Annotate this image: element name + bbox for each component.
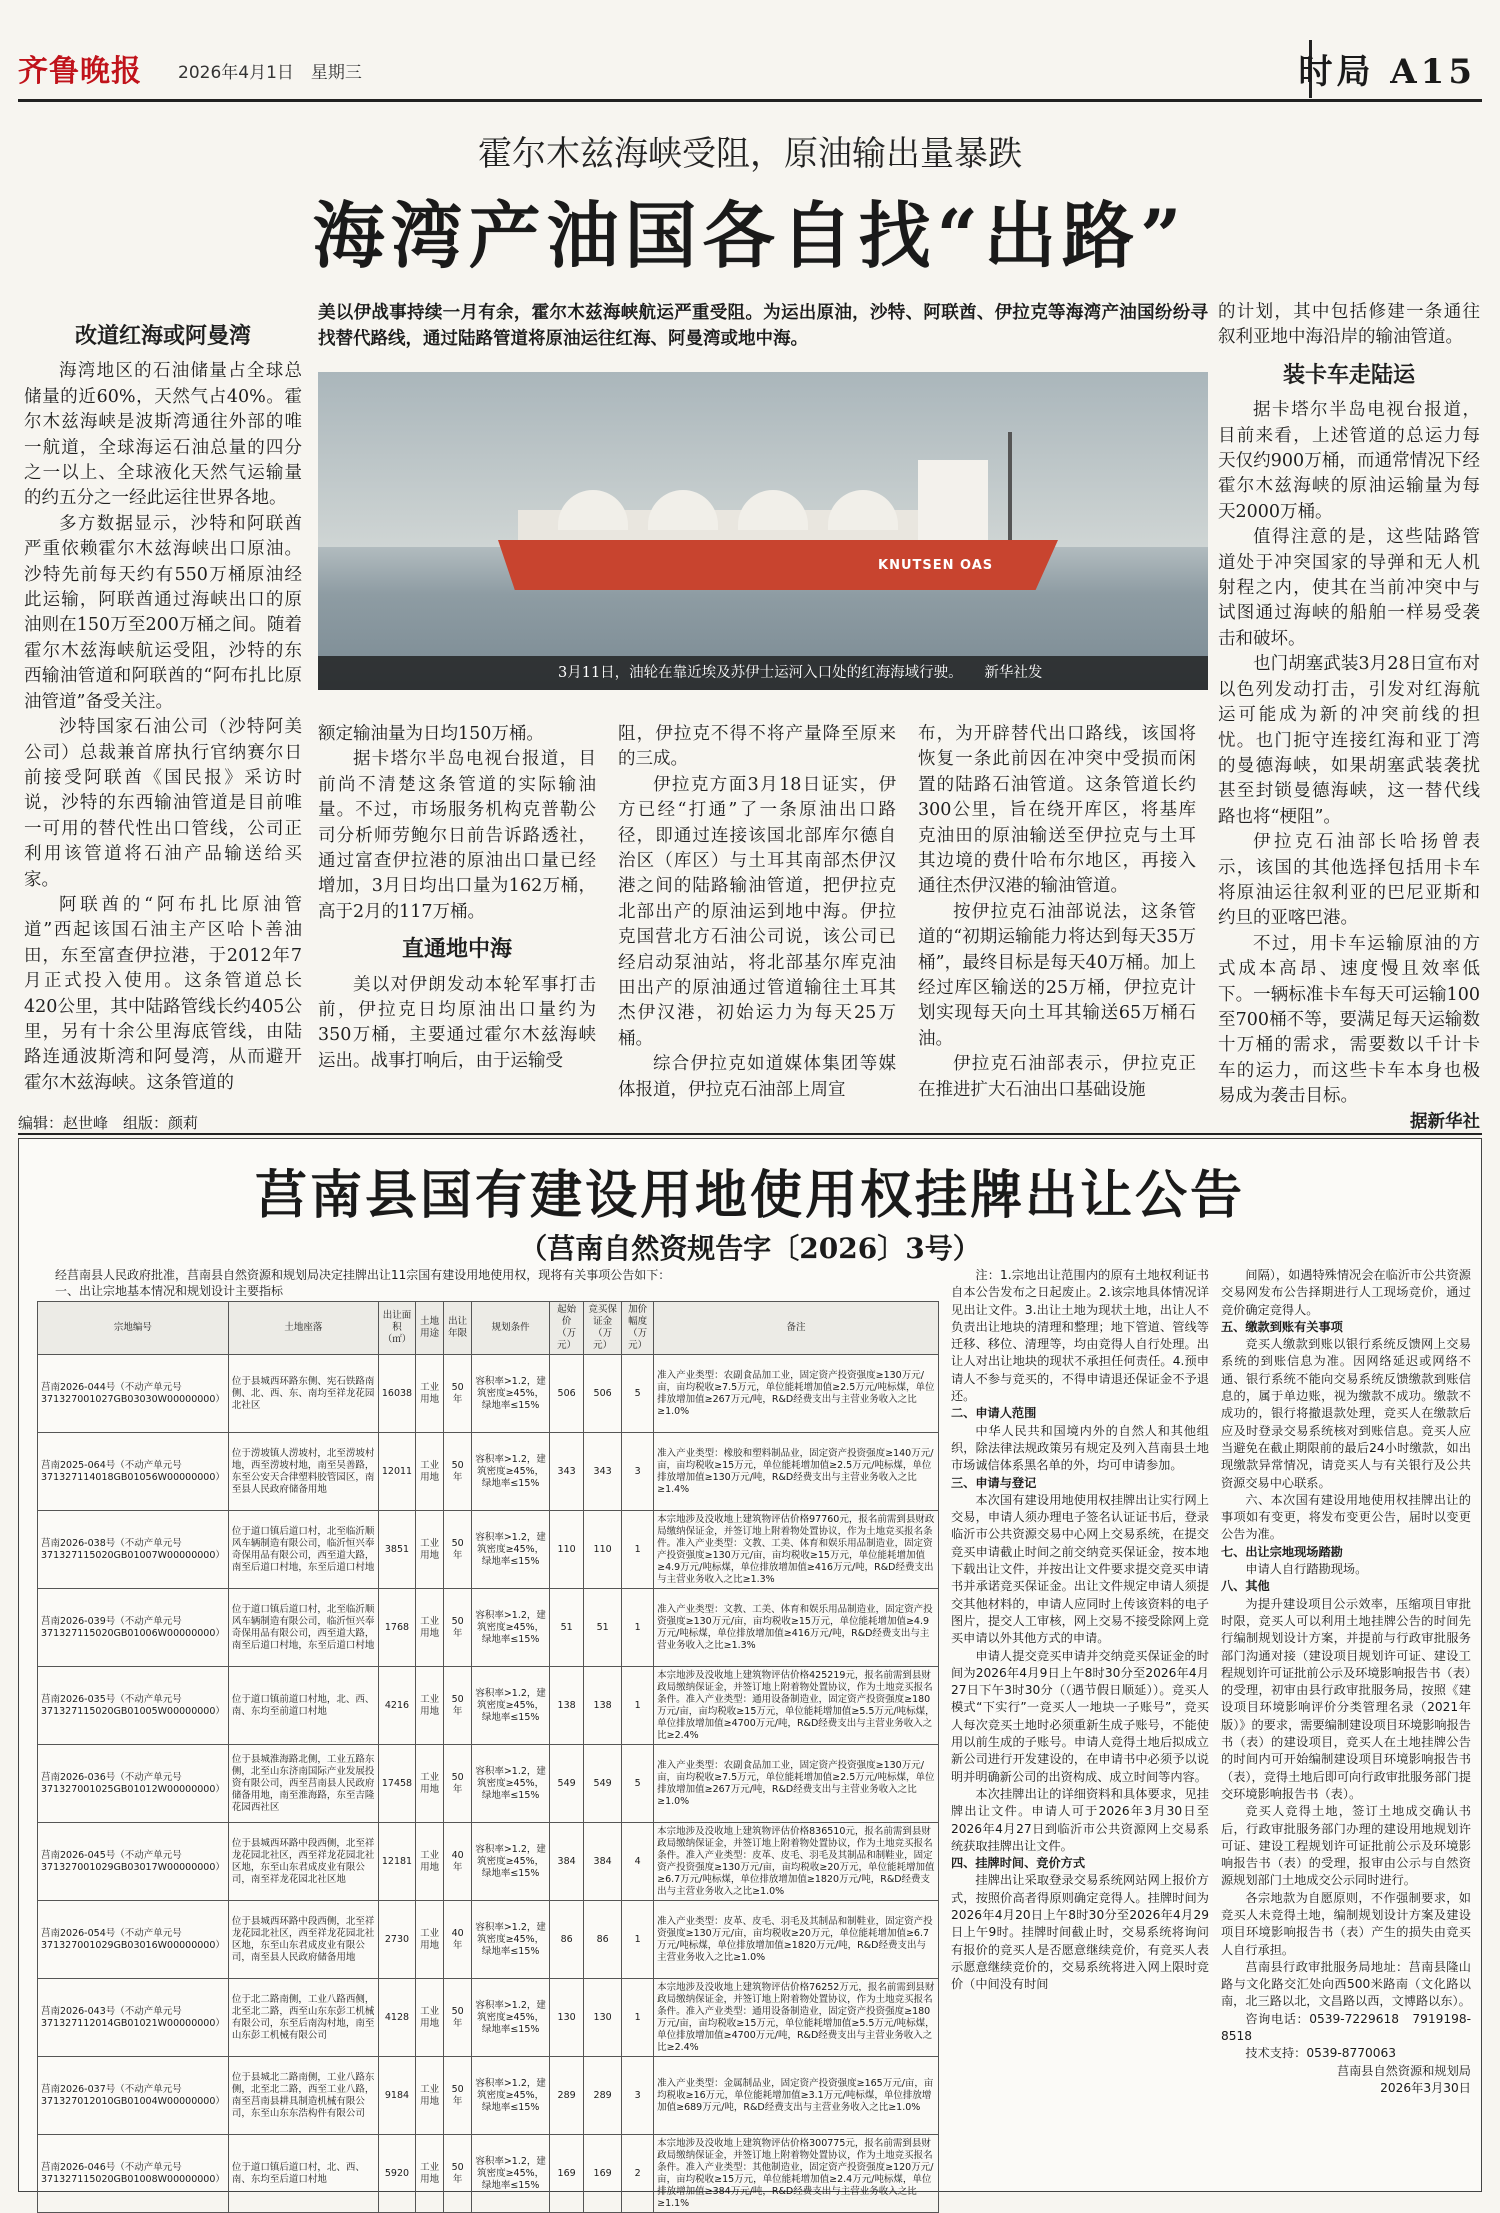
editor-credits: 编辑：赵世峰 组版：颜莉 xyxy=(18,1114,199,1132)
table-cell: 130 xyxy=(550,1979,584,2057)
table-cell: 工业用地 xyxy=(416,1511,444,1589)
ship-mast xyxy=(1008,432,1012,542)
table-cell: 莒南2026-039号（不动产单元号371327115020GB01006W00000000） xyxy=(38,1589,229,1667)
table-header-row xyxy=(38,1302,939,1355)
notice-paragraph: 本次挂牌出让的详细资料和具体要求，见挂牌出让文件。申请人可于2026年3月30日至2026年4月27日到临沂市公共资源网上交易系统获取挂牌出让文件。 xyxy=(951,1786,1209,1853)
table-row xyxy=(38,1745,939,1823)
paragraph: 美以对伊朗发动本轮军事打击前，伊拉克日均原油出口量约为350万桶，主要通过霍尔木兹海峡运出。战事打响后，由于运输受 xyxy=(318,974,596,1071)
notice-paragraph: 申请人提交竞买申请并交纳竞买保证金的时间为2026年4月9日上午8时30分至2026年4月27日下午3时30分（（遇节假日顺延））。竞买人模式“下实行”一竞买人一地块一子账号”，竞买人每次竞买土地时必须重新生成子账号，不能使用以前生成的子账号。申请人竞得土地后拟成立新公司进行开发建设的，在申请书中必须予以说明并明确新公司的出资构成、成立时间等内容。 xyxy=(951,1648,1209,1784)
notice-section-heading: 七、出让宗地现场踏勘 xyxy=(1221,1544,1343,1559)
table-header: 宗地编号 xyxy=(38,1302,229,1355)
table-cell: 本宗地涉及没收地上建筑物评估价格97760元，报名前需到县财政局缴纳保证金，并签订地上附着物处置协议，作为土地竞买报名条件。准入产业类型：文教、工美、体育和娱乐用品制造业，固定资产投资强度≥130万元/亩，亩均税收≥15万元，单位能耗增加值≥4.9万元/吨标煤，单位排放增加值≥416万元/吨，R&D经费支出与主营业务收入之比≥1.3% xyxy=(654,1511,939,1589)
table-cell: 384 xyxy=(550,1823,584,1901)
notice-subtitle: （莒南自然资规告字〔2026〕3号） xyxy=(519,1232,981,1265)
paragraph: 伊拉克方面3月18日证实，伊方已经“打通”了一条原油出口路径，即通过连接该国北部库尔德自治区（库区）与土耳其南部杰伊汉港之间的陆路输油管道，把伊拉克北部出产的原油运到地中海。伊拉克国营北方石油公司说，该公司已经启动泵油站，将北部基尔库克油田出产的原油通过管道输往土耳其杰伊汉港，初始运力为每天25万桶。 xyxy=(618,774,896,1049)
table-cell: 位于道口镇前道口村地，北、西、南、东均至前道口村地 xyxy=(228,1667,378,1745)
table-cell: 容积率>1.2，建筑密度≥45%，绿地率≤15% xyxy=(472,1823,550,1901)
table-cell: 位于县城西环路中段西侧，北至祥龙花园北社区，西至祥龙花园北社区地，东至山东君成皮业有限公司，南至县人民政府储备用地 xyxy=(228,1901,378,1979)
land-lots-table xyxy=(37,1301,939,2213)
table-cell: 莒南2026-036号（不动产单元号371327001025GB01012W00000000） xyxy=(38,1745,229,1823)
notice-column-middle xyxy=(951,1267,1209,1993)
article-column-3 xyxy=(618,722,896,1103)
masthead xyxy=(18,40,1482,102)
section-label: 时局 A15 xyxy=(1298,52,1476,92)
table-cell: 2730 xyxy=(378,1901,415,1979)
table-cell: 1 xyxy=(622,1979,654,2057)
table-cell: 莒南2026-043号（不动产单元号371327112014GB01021W00000000） xyxy=(38,1979,229,2057)
notice-paragraph: 申请人自行踏勘现场。 xyxy=(1245,1562,1368,1577)
table-cell: 工业用地 xyxy=(416,1355,444,1433)
section-subhead: 装卡车走陆运 xyxy=(1282,361,1415,388)
table-cell: 莒南2026-037号（不动产单元号371327012010GB01004W00000000） xyxy=(38,2057,229,2135)
table-cell: 9184 xyxy=(378,2057,415,2135)
table-cell: 51 xyxy=(550,1589,584,1667)
notice-paragraph: 间隔），如遇特殊情况会在临沂市公共资源交易网发布公告择期进行人工现场竞价，通过竞价确定竞得人。 xyxy=(1221,1268,1471,1317)
ship-bridge xyxy=(918,460,988,540)
table-cell: 12011 xyxy=(378,1433,415,1511)
table-cell: 容积率>1.2，建筑密度≥45%，绿地率≤15% xyxy=(472,1745,550,1823)
paragraph: 额定输油量为日均150万桶。 xyxy=(318,724,544,744)
table-cell: 50年 xyxy=(444,1979,472,2057)
table-row xyxy=(38,1901,939,1979)
table-cell: 准入产业类型：农副食品加工业，固定资产投资强度≥130万元/亩，亩均税收≥7.5万元，单位能耗增加值≥2.5万元/吨标煤，单位排放增加值≥267万元/吨，R&D经费支出与主营业务收入之比≥1.0% xyxy=(654,1745,939,1823)
paragraph: 值得注意的是，这些陆路管道处于冲突国家的导弹和无人机射程之内，使其在当前冲突中与试图通过海峡的船舶一样易受袭击和破坏。 xyxy=(1218,527,1480,649)
table-cell: 50年 xyxy=(444,1355,472,1433)
table-cell: 莒南2026-046号（不动产单元号371327115020GB01008W00000000） xyxy=(38,2135,229,2213)
table-cell: 110 xyxy=(584,1511,622,1589)
table-cell: 工业用地 xyxy=(416,1901,444,1979)
table-cell: 位于县城北二路南侧，工业八路东侧，北至北二路，西至工业八路，南至莒南县耕具制造机械有限公司，东至山东东浩构件有限公司 xyxy=(228,2057,378,2135)
notice-section-heading: 三、申请与登记 xyxy=(951,1475,1037,1490)
notice-paragraph: 各宗地款为自愿原则，不作强制要求，如竞买人未竞得土地，编制规划设计方案及建设项目环境影响报告书（表）产生的损失由竞买人自行承担。 xyxy=(1221,1890,1471,1957)
paragraph: 伊拉克石油部长哈扬曾表示，该国的其他选择包括用卡车将原油运往叙利亚的巴尼亚斯和约旦的亚喀巴港。 xyxy=(1218,832,1480,929)
photo-caption: 3月11日，油轮在靠近埃及苏伊士运河入口处的红海海域行驶。 新华社发 xyxy=(318,656,1208,690)
section-divider xyxy=(18,1133,1482,1135)
notice-paragraph: 技术支持：0539-8770063 xyxy=(1245,2046,1397,2061)
table-cell: 169 xyxy=(584,2135,622,2213)
paragraph: 阿联酋的“阿布扎比原油管道”西起该国石油主产区哈卜善油田，东至富查伊拉港，于2012年7月正式投入使用。这条管道总长420公里，其中陆路管线长约405公里，另有十余公里海底管线，由陆路连通波斯湾和阿曼湾，从而避开霍尔木兹海峡。这条管道的 xyxy=(24,894,302,1093)
table-cell: 40年 xyxy=(444,1823,472,1901)
table-cell: 莒南2026-044号（不动产单元号371327001027GB03030W00000000） xyxy=(38,1355,229,1433)
table-cell: 容积率>1.2，建筑密度≥45%，绿地率≤15% xyxy=(472,1979,550,2057)
table-cell: 16038 xyxy=(378,1355,415,1433)
notice-paragraph: 莒南县行政审批服务局地址：莒南县隆山路与文化路交汇处向西500米路南（文化路以南，北三路以北，文昌路以西，文博路以东）。 xyxy=(1221,1959,1471,2009)
notice-paragraph: 六、本次国有建设用地使用权挂牌出让的事项如有变更，将发布变更公告，届时以变更公告为准。 xyxy=(1221,1492,1471,1542)
paragraph: 不过，用卡车运输原油的方式成本高昂、速度慢且效率低下。一辆标准卡车每天可运输100至700桶不等，要满足每天运输数十万桶的需求，需要数以千计卡车的运力，而这些卡车本身也极易成为袭击目标。 xyxy=(1218,933,1480,1107)
table-header: 出让面积（㎡） xyxy=(378,1302,415,1355)
table-cell: 1 xyxy=(622,1667,654,1745)
table-cell: 莒南2026-054号（不动产单元号371327001029GB03016W00000000） xyxy=(38,1901,229,1979)
notice-paragraph: 挂牌出让采取登录交易系统网站网上报价方式，按照价高者得原则确定竞得人。挂牌时间为2026年4月20日上午8时30分至2026年4月29日上午9时。挂牌时间截止时，交易系统将询问有报价的竞买人是否愿意继续竞价，有竞买人表示愿意继续竞价的，交易系统将进入网上限时竞价（中间没有时间 xyxy=(951,1873,1209,1992)
paragraph: 据卡塔尔半岛电视台报道，目前来看，上述管道的总运力每天仅约900万桶，而通常情况下经霍尔木兹海峡的原油运输量为每天2000万桶。 xyxy=(1218,400,1480,522)
table-cell: 位于北二路南侧，工业八路西侧，北至北二路，西至山东东彭工机械有限公司，东至后南沟村地，南至山东彭工机械有限公司 xyxy=(228,1979,378,2057)
table-cell: 169 xyxy=(550,2135,584,2213)
table-cell: 130 xyxy=(584,1979,622,2057)
table-cell: 51 xyxy=(584,1589,622,1667)
table-header: 出让年限 xyxy=(444,1302,472,1355)
paragraph: 海湾地区的石油储量占全球总储量的近60%，天然气占40%。霍尔木兹海峡是波斯湾通往外部的唯一航道，全球海运石油总量的四分之一以上、全球液化天然气运输量的约五分之一经此运往世界各地。 xyxy=(24,361,302,509)
table-cell: 50年 xyxy=(444,1745,472,1823)
article-column-5 xyxy=(1218,300,1480,1135)
table-cell: 3 xyxy=(622,2057,654,2135)
table-header: 规划条件 xyxy=(472,1302,550,1355)
table-cell: 343 xyxy=(584,1433,622,1511)
table-header: 土地用途 xyxy=(416,1302,444,1355)
table-cell: 容积率>1.2，建筑密度≥45%，绿地率≤15% xyxy=(472,1901,550,1979)
article-column-1 xyxy=(24,318,302,1096)
table-header: 竞买保证金（万元） xyxy=(584,1302,622,1355)
notice-paragraph: 为提升建设项目公示效率，压缩项目审批时限，竞买人可以利用土地挂牌公告的时间先行编制规划设计方案，并提前与行政审批服务部门沟通对接（建设项目规划许可证、建设工程规划许可证批前公示及环境影响报告书（表）的受理，初审由县行政审批服务局，按照《建设项目环境影响评价分类管理名录（2021年版）》的要求，需要编制建设项目环境影响报告书（表）的建设项目，竞买人在土地挂牌公告的时间内可开始编制建设项目环境影响报告书（表），竞得土地后即可向行政审批服务部门提交环境影响报告书（表）。 xyxy=(1221,1596,1471,1801)
article-headline: 海湾产油国各自找“出路” xyxy=(312,193,1188,278)
table-cell: 17458 xyxy=(378,1745,415,1823)
table-cell: 本宗地涉及没收地上建筑物评估价格76252万元，报名前需到县财政局缴纳保证金，并签订地上附着物处置协议，作为土地竞买报名条件。准入产业类型：通用设备制造业，固定资产投资强度≥180万元/亩，亩均税收≥15万元，单位能耗增加值≥5.5万元/吨标煤，单位排放增加值≥4700万元/吨，R&D经费支出与主营业务收入之比≥2.4% xyxy=(654,1979,939,2057)
notice-intro xyxy=(55,1267,935,1299)
table-cell: 位于道口镇后道口村，北至临沂顺风车辆制造有限公司，临沂恒兴奉奇保用品有限公司，西至道大路，南至后道口村地，东至后道口村地 xyxy=(228,1589,378,1667)
notice-paragraph: 咨询电话：0539-7229618 7919198-8518 xyxy=(1221,2011,1471,2044)
paragraph: 阻，伊拉克不得不将产量降至原来的三成。 xyxy=(618,724,896,770)
table-cell: 289 xyxy=(584,2057,622,2135)
table-cell: 工业用地 xyxy=(416,1433,444,1511)
notice-section-heading: 八、其他 xyxy=(1221,1579,1270,1594)
paragraph: 伊拉克石油部表示，伊拉克正在推进扩大石油出口基础设施 xyxy=(918,1054,1196,1100)
table-cell: 1 xyxy=(622,1589,654,1667)
table-cell: 工业用地 xyxy=(416,1823,444,1901)
table-cell: 准入产业类型：金属制品业，固定资产投资强度≥165万元/亩，亩均税收≥16万元，单位能耗增加值≥3.1万元/吨标煤，单位排放增加值≥689万元/吨，R&D经费支出与主营业务收入之比≥1.0% xyxy=(654,2057,939,2135)
table-cell: 4128 xyxy=(378,1979,415,2057)
article-column-2 xyxy=(318,722,596,1074)
table-row xyxy=(38,1589,939,1667)
table-cell: 86 xyxy=(550,1901,584,1979)
table-cell: 5920 xyxy=(378,2135,415,2213)
table-cell: 容积率>1.2，建筑密度≥45%，绿地率≤15% xyxy=(472,1589,550,1667)
table-cell: 50年 xyxy=(444,2057,472,2135)
notice-paragraph: 竞买人竞得土地，签订土地成交确认书后，行政审批服务部门办理的建设用地规划许可证、建设工程规划许可证批前公示及环境影响报告书（表）的受理，报审由公示与自然资源规划部门土地成交公示同时进行。 xyxy=(1221,1804,1471,1888)
table-cell: 位于县城西环路中段西侧，北至祥龙花园北社区，西至祥龙花园北社区地，东至山东君成皮业有限公司，南至祥龙花园北社区地 xyxy=(228,1823,378,1901)
paragraph: 按伊拉克石油部说法，这条管道的“初期运输能力将达到每天35万桶”，最终目标是每天40万桶。加上经过库区输送的25万桶，伊拉克计划实现每天向土耳其输送65万桶石油。 xyxy=(918,901,1196,1049)
table-cell: 1 xyxy=(622,1511,654,1589)
table-cell: 50年 xyxy=(444,1433,472,1511)
table-cell: 50年 xyxy=(444,1589,472,1667)
notice-paragraph: 注：1.宗地出让范围内的原有土地权利证书自本公告发布之日起废止。2.该宗地具体情况详见出让文件。3.出让土地为现状土地，出让人不负责出让地块的清理和整理；地下管道、管线等迁移、移位、清理等，均由竞得人自行处理。出让人对出让地块的现状不承担任何责任。4.预申请人不参与竞买的，不得申请退还保证金不予退还。 xyxy=(951,1268,1209,1404)
section-subhead: 直通地中海 xyxy=(401,936,512,963)
notice-paragraph: 中华人民共和国境内外的自然人和其他组织，除法律法规政策另有规定及列入莒南县土地市场诚信体系黑名单的外，均可申请参加。 xyxy=(951,1423,1209,1473)
table-cell: 50年 xyxy=(444,2135,472,2213)
notice-intro-text: 经莒南县人民政府批准，莒南县自然资源和规划局决定挂牌出让11宗国有建设用地使用权，现将有关事项公告如下： xyxy=(55,1268,671,1282)
table-cell: 容积率>1.2，建筑密度≥45%，绿地率≤15% xyxy=(472,2057,550,2135)
paragraph: 也门胡塞武装3月28日宣布对以色列发动打击，引发对红海航运可能成为新的冲突前线的担忧。也门扼守连接红海和亚丁湾的曼德海峡，如果胡塞武装袭扰甚至封锁曼德海峡，这一替代线路也将“梗阻”。 xyxy=(1218,654,1480,827)
paragraph: 的计划，其中包括修建一条通往叙利亚地中海沿岸的输油管道。 xyxy=(1218,302,1480,348)
table-cell: 本宗地涉及没收地上建筑物评估价格425219元，报名前需到县财政局缴纳保证金，并签订地上附着物处置协议，作为土地竞买报名条件。准入产业类型：通用设备制造业，固定资产投资强度≥180万元/亩，亩均税收≥15万元，单位能耗增加值≥5.5万元/吨标煤，单位排放增加值≥4700万元/吨，R&D经费支出与主营业务收入之比≥2.4% xyxy=(654,1667,939,1745)
paragraph: 布，为开辟替代出口路线，该国将恢复一条此前因在冲突中受损而闲置的陆路石油管道。这条管道长约300公里，旨在绕开库区，将基库克油田的原油输送至伊拉克与土耳其边境的费什哈布尔地区，再接入通往杰伊汉港的输油管道。 xyxy=(918,724,1196,897)
table-row xyxy=(38,1823,939,1901)
table-cell: 50年 xyxy=(444,1667,472,1745)
table-cell: 506 xyxy=(550,1355,584,1433)
table-cell: 1 xyxy=(622,1901,654,1979)
table-cell: 容积率>1.2，建筑密度≥45%，绿地率≤15% xyxy=(472,1667,550,1745)
table-cell: 5 xyxy=(622,1355,654,1433)
table-cell: 容积率>1.2，建筑密度≥45%，绿地率≤15% xyxy=(472,1355,550,1433)
table-cell: 容积率>1.2，建筑密度≥45%，绿地率≤15% xyxy=(472,1433,550,1511)
table-header: 加价幅度（万元） xyxy=(622,1302,654,1355)
table-row xyxy=(38,1355,939,1433)
table-cell: 506 xyxy=(584,1355,622,1433)
table-cell: 3851 xyxy=(378,1511,415,1589)
table-cell: 2 xyxy=(622,2135,654,2213)
notice-right-body xyxy=(1221,1267,1471,2063)
table-cell: 12181 xyxy=(378,1823,415,1901)
table-cell: 50年 xyxy=(444,1511,472,1589)
tanker-photo xyxy=(318,372,1208,690)
article-lead: 美以伊战事持续一月有余，霍尔木兹海峡航运严重受阻。为运出原油，沙特、阿联酋、伊拉克等海湾产油国纷纷寻找替代路线，通过陆路管道将原油运往红海、阿曼湾或地中海。 xyxy=(318,303,1208,349)
table-cell: 准入产业类型：农副食品加工业，固定资产投资强度≥130万元/亩，亩均税收≥7.5万元，单位能耗增加值≥2.5万元/吨标煤，单位排放增加值≥267万元/吨，R&D经费支出与主营业务收入之比≥1.0% xyxy=(654,1355,939,1433)
table-row xyxy=(38,2135,939,2213)
table-cell: 容积率>1.2，建筑密度≥45%，绿地率≤15% xyxy=(472,1511,550,1589)
table-row xyxy=(38,1433,939,1511)
table-cell: 准入产业类型：橡胶和塑料制品业，固定资产投资强度≥140万元/亩，亩均税收≥15万元，单位能耗增加值≥2.5万元/吨标煤，单位排放增加值≥130万元/吨，R&D经费支出与主营业务收入之比≥1.4% xyxy=(654,1433,939,1511)
table-cell: 110 xyxy=(550,1511,584,1589)
table-cell: 384 xyxy=(584,1823,622,1901)
table-cell: 莒南2025-064号（不动产单元号371327114018GB01056W00000000） xyxy=(38,1433,229,1511)
table-cell: 准入产业类型：皮革、皮毛、羽毛及其制品和制鞋业，固定资产投资强度≥130万元/亩，亩均税收≥20万元，单位能耗增加值≥6.7万元/吨标煤，单位排放增加值≥1820万元/吨，R&D经费支出与主营业务收入之比≥1.0% xyxy=(654,1901,939,1979)
notice-title: 莒南县国有建设用地使用权挂牌出让公告 xyxy=(254,1165,1245,1226)
table-cell: 40年 xyxy=(444,1901,472,1979)
table-cell: 5 xyxy=(622,1745,654,1823)
table-cell: 莒南2026-038号（不动产单元号371327115020GB01007W00000000） xyxy=(38,1511,229,1589)
table-cell: 位于县城淮海路北侧，工业五路东侧，北至山东济南国际产业发展投资有限公司，西至莒南县人民政府储备用地，南至淮海路，东至吉隆花园西社区 xyxy=(228,1745,378,1823)
table-cell: 位于道口镇后道口村，北至临沂顺风车辆制造有限公司，临沂恒兴奉奇保用品有限公司，西至道大路，南至后道口村地，东至后道口村地 xyxy=(228,1511,378,1589)
table-row xyxy=(38,1667,939,1745)
table-header: 起始价（万元） xyxy=(550,1302,584,1355)
table-cell: 工业用地 xyxy=(416,1667,444,1745)
table-cell: 工业用地 xyxy=(416,1589,444,1667)
notice-column-right xyxy=(1221,1267,1471,2097)
table-cell: 343 xyxy=(550,1433,584,1511)
table-cell: 容积率>1.2，建筑密度≥45%，绿地率≤15% xyxy=(472,2135,550,2213)
byline: 据新华社 xyxy=(1410,1111,1480,1132)
table-cell: 位于县城西环路东侧、宪石铁路南侧、北、西、东、南均至祥龙花园北社区 xyxy=(228,1355,378,1433)
notice-signature: 莒南县自然资源和规划局 xyxy=(1336,2063,1471,2078)
table-cell: 549 xyxy=(550,1745,584,1823)
paragraph: 据卡塔尔半岛电视台报道，目前尚不清楚这条管道的实际输油量。不过，市场服务机构克普勒公司分析师劳鲍尔日前告诉路透社，通过富查伊拉港的原油出口量已经增加，3月日均出口量为162万桶，高于2月的117万桶。 xyxy=(318,749,596,922)
paragraph: 综合伊拉克如道媒体集团等媒体报道，伊拉克石油部上周宣 xyxy=(618,1054,896,1100)
table-cell: 3 xyxy=(622,1433,654,1511)
table-cell: 289 xyxy=(550,2057,584,2135)
notice-section-heading: 四、挂牌时间、竞价方式 xyxy=(951,1856,1086,1871)
table-cell: 准入产业类型：文教、工美、体育和娱乐用品制造业，固定资产投资强度≥130万元/亩，亩均税收≥15万元，单位能耗增加值≥4.9万元/吨标煤，单位排放增加值≥416万元/吨，R&D经费支出与主营业务收入之比≥1.3% xyxy=(654,1589,939,1667)
table-cell: 工业用地 xyxy=(416,1745,444,1823)
table-cell: 本宗地涉及没收地上建筑物评估价格836510元，报名前需到县财政局缴纳保证金，并签订地上附着物处置协议，作为土地竞买报名条件。准入产业类型：皮革、皮毛、羽毛及其制品和制鞋业，固定资产投资强度≥130万元/亩，亩均税收≥20万元，单位能耗增加值≥6.7万元/吨标煤，单位排放增加值≥1820万元/吨，R&D经费支出与主营业务收入之比≥1.0% xyxy=(654,1823,939,1901)
table-row xyxy=(38,2057,939,2135)
notice-paragraph: 竞买人缴款到账以银行系统反馈网上交易系统的到账信息为准。因网络延迟或网络不通、银行系统不能向交易系统反馈缴款到账信息的，属于单边账，视为缴款不成功。缴款不成功的，银行将撤退款处理，竞买人在缴款后应及时登录交易系统核对到账信息。竞买人应当避免在截止期限前的最后24小时缴款，如出现缴款异常情况，请竞买人与有关银行及公共资源交易中心联系。 xyxy=(1221,1337,1471,1490)
table-cell: 1768 xyxy=(378,1589,415,1667)
newspaper-logo: 齐鲁晚报 xyxy=(18,54,142,89)
notice-date: 2026年3月30日 xyxy=(1380,2080,1471,2095)
table-cell: 工业用地 xyxy=(416,2135,444,2213)
table-cell: 4216 xyxy=(378,1667,415,1745)
notice-paragraph: 本次国有建设用地使用权挂牌出让实行网上交易，申请人须办理电子签名认证证书后，登录临沂市公共资源交易中心网上交易系统，在提交竞买申请截止时间之前交纳竞买保证金，按本地下载出让文件，并按出让文件要求提交竞买申请书并承诺竞买保证金。出让文件规定申请人须提交其他材料的，申请人应同时上传该资料的电子图片，提交人工审核，网上交易不接受除网上竞买申请以外其他方式的申请。 xyxy=(951,1492,1209,1646)
article-column-4 xyxy=(918,722,1196,1103)
table-row xyxy=(38,1511,939,1589)
article-kicker: 霍尔木兹海峡受阻，原油输出量暴跌 xyxy=(478,134,1022,174)
table-cell: 138 xyxy=(550,1667,584,1745)
table-cell: 工业用地 xyxy=(416,2057,444,2135)
table-cell: 位于涝坡镇人涝坡村，北至涝坡村地，西至涝坡村地，南至吴善路，东至公安天合律塑料胶管园区，南至县人民政府储备用地 xyxy=(228,1433,378,1511)
notice-section-heading: 五、缴款到账有关事项 xyxy=(1221,1319,1343,1334)
paragraph: 多方数据显示，沙特和阿联酋严重依赖霍尔木兹海峡出口原油。沙特先前每天约有550万桶原油经此运输，阿联酋通过海峡出口的原油则在150万至200万桶之间。随着霍尔木兹海峡航运受阻，沙特的东西输油管道和阿联酋的“阿布扎比原油管道”备受关注。 xyxy=(24,513,302,712)
table-cell: 4 xyxy=(622,1823,654,1901)
table-header: 土地座落 xyxy=(228,1302,378,1355)
notice-section-heading: 二、申请人范围 xyxy=(951,1406,1037,1421)
table-row xyxy=(38,1979,939,2057)
table-cell: 本宗地涉及没收地上建筑物评估价格300775元，报名前需到县财政局缴纳保证金，并签订地上附着物处置协议，作为土地竞买报名条件。准入产业类型：其他制造业，固定资产投资强度≥120万元/亩，亩均税收≥15万元，单位能耗增加值≥2.4万元/吨标煤，单位排放增加值≥384万元/吨，R&D经费支出与主营业务收入之比≥1.1% xyxy=(654,2135,939,2213)
ship-name: KNUTSEN OAS xyxy=(878,558,994,573)
table-header: 备注 xyxy=(654,1302,939,1355)
table-cell: 86 xyxy=(584,1901,622,1979)
table-cell: 位于道口镇后道口村，北、西、南、东均至后道口村地 xyxy=(228,2135,378,2213)
paragraph: 沙特国家石油公司（沙特阿美公司）总裁兼首席执行官纳赛尔日前接受阿联酋《国民报》采访时说，沙特的东西输油管道是目前唯一可用的替代性出口管线，公司正利用该管道将石油产品输送给买家。 xyxy=(24,717,302,890)
table-cell: 549 xyxy=(584,1745,622,1823)
issue-date: 2026年4月1日 星期三 xyxy=(178,63,362,83)
section-subhead: 改道红海或阿曼湾 xyxy=(74,323,251,349)
table-cell: 工业用地 xyxy=(416,1979,444,2057)
table-title: 一、出让宗地基本情况和规划设计主要指标 xyxy=(55,1284,284,1298)
land-notice xyxy=(18,1138,1482,2209)
table-cell: 莒南2026-035号（不动产单元号371327115020GB01005W00000000） xyxy=(38,1667,229,1745)
table-cell: 138 xyxy=(584,1667,622,1745)
table-cell: 莒南2026-045号（不动产单元号371327001029GB03017W00000000） xyxy=(38,1823,229,1901)
